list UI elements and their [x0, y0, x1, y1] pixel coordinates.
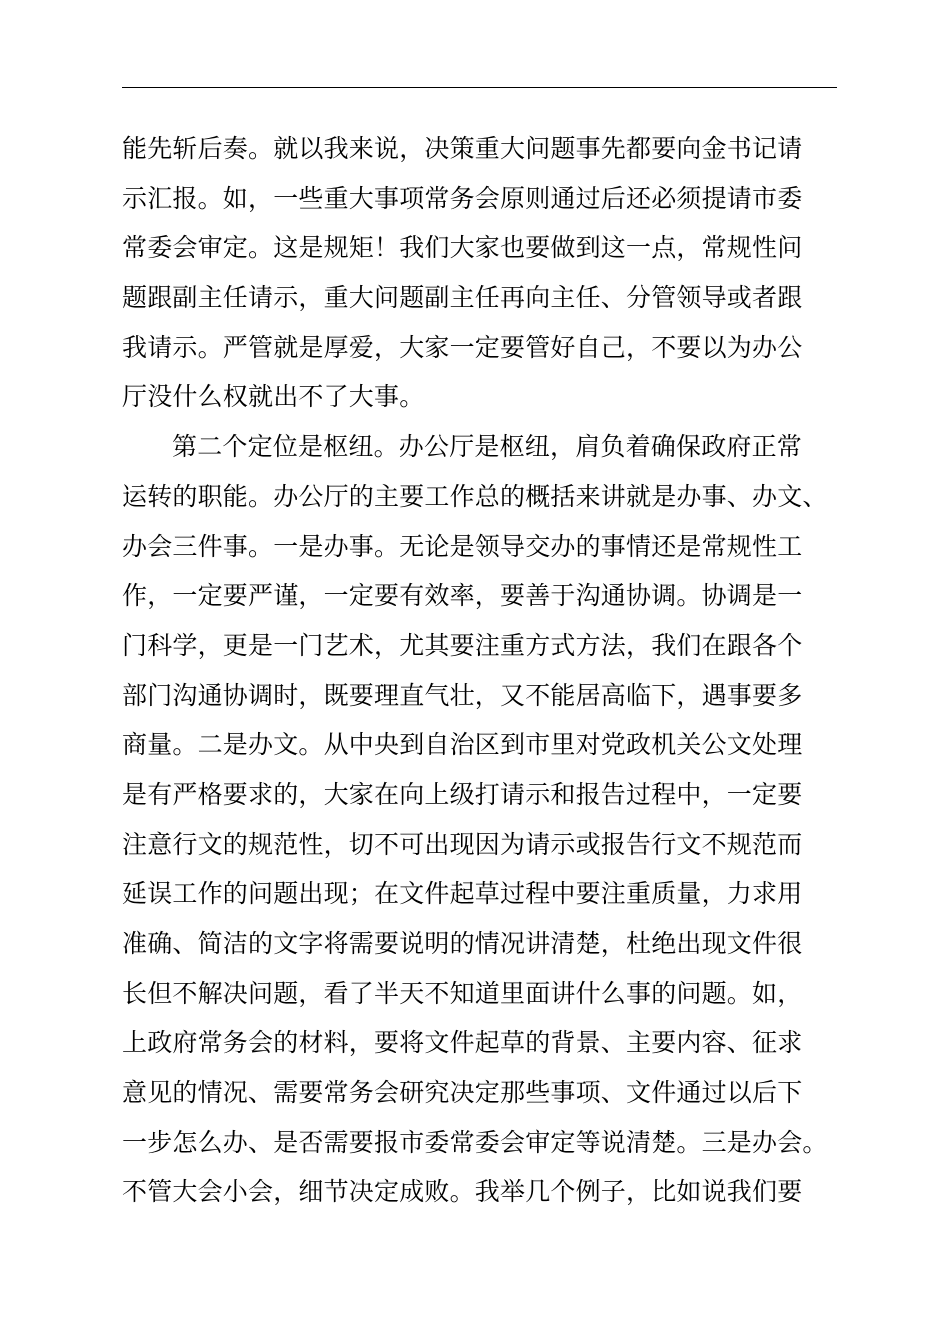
text-line: 常委会审定。这是规矩！我们大家也要做到这一点，常规性问 [122, 233, 803, 263]
text-line: 办会三件事。一是办事。无论是领导交办的事情还是常规性工 [122, 531, 803, 561]
text-line: 是有严格要求的，大家在向上级打请示和报告过程中，一定要 [122, 779, 803, 809]
text-line: 能先斩后奏。就以我来说，决策重大问题事先都要向金书记请 [122, 134, 803, 163]
text-line: 长但不解决问题，看了半天不知道里面讲什么事的问题。如， [122, 978, 803, 1008]
text-line: 部门沟通协调时，既要理直气壮，又不能居高临下，遇事要多 [122, 680, 803, 710]
text-line: 门科学，更是一门艺术，尤其要注重方式方法，我们在跟各个 [122, 630, 803, 660]
text-line: 准确、简洁的文字将需要说明的情况讲清楚，杜绝出现文件很 [122, 929, 803, 958]
text-line: 示汇报。如，一些重大事项常务会原则通过后还必须提请市委 [122, 183, 803, 213]
paragraph-start-line: 第二个定位是枢纽。办公厅是枢纽，肩负着确保政府正常 [172, 432, 803, 462]
text-line: 上政府常务会的材料，要将文件起草的背景、主要内容、征求 [122, 1028, 803, 1058]
text-line: 我请示。严管就是厚爱，大家一定要管好自己，不要以为办公 [122, 332, 803, 362]
text-line: 商量。二是办文。从中央到自治区到市里对党政机关公文处理 [122, 730, 803, 760]
text-line: 延误工作的问题出现；在文件起草过程中要注重质量，力求用 [122, 879, 803, 909]
text-line: 题跟副主任请示，重大问题副主任再向主任、分管领导或者跟 [122, 283, 803, 313]
text-line: 不管大会小会，细节决定成败。我举几个例子，比如说我们要 [122, 1177, 803, 1207]
text-line: 作，一定要严谨，一定要有效率，要善于沟通协调。协调是一 [122, 581, 803, 611]
text-line: 注意行文的规范性，切不可出现因为请示或报告行文不规范而 [122, 829, 803, 859]
text-line: 厅没什么权就出不了大事。 [122, 382, 425, 412]
text-line: 运转的职能。办公厅的主要工作总的概括来讲就是办事、办文、 [122, 481, 828, 511]
document-body [122, 124, 852, 1217]
text-line: 一步怎么办、是否需要报市委常委会审定等说清楚。三是办会。 [122, 1127, 828, 1157]
header-rule [122, 87, 837, 88]
text-line: 意见的情况、需要常务会研究决定那些事项、文件通过以后下 [122, 1078, 803, 1108]
